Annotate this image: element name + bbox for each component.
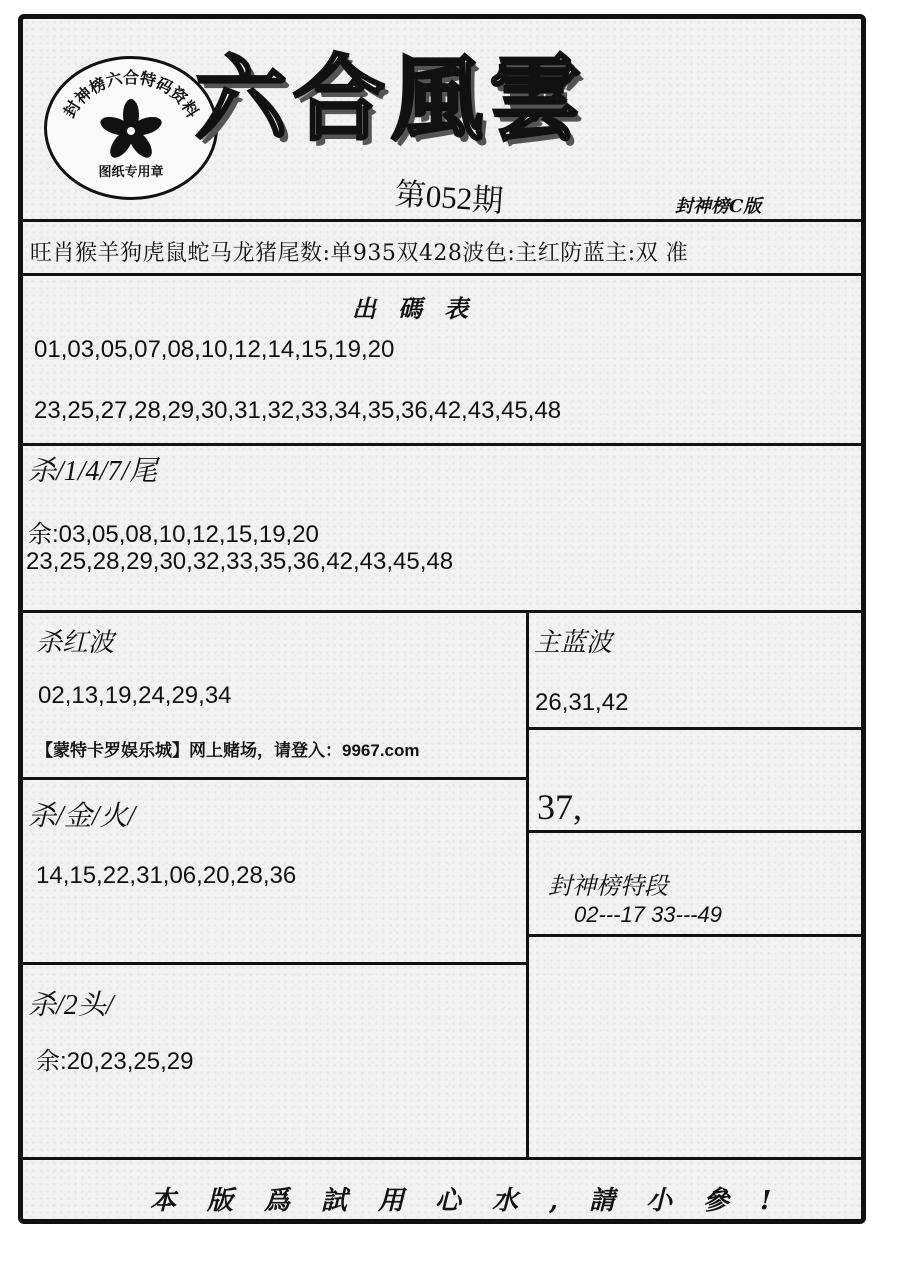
kill-head-label: 杀/2头/ bbox=[28, 990, 114, 1021]
divider-right-2 bbox=[528, 830, 864, 833]
kill-element-numbers: 14,15,22,31,06,20,28,36 bbox=[36, 862, 297, 889]
number-table-row-1: 01,03,05,07,08,10,12,14,15,19,20 bbox=[34, 336, 395, 363]
divider-vertical bbox=[526, 612, 529, 1158]
version-label: 封神榜C版 bbox=[675, 196, 762, 217]
divider-left-2 bbox=[22, 962, 528, 965]
kill-element-label: 杀/金/火/ bbox=[28, 801, 136, 832]
divider-left-1 bbox=[22, 777, 528, 780]
divider-info bbox=[22, 273, 864, 276]
footer-note: 本版爲試用心水,請小參! bbox=[150, 1186, 803, 1216]
divider-kill-tail bbox=[22, 610, 864, 613]
kill-head-rest: 余:20,23,25,29 bbox=[36, 1048, 194, 1075]
divider-right-1 bbox=[528, 727, 864, 730]
stamp-bottom-text: 图纸专用章 bbox=[98, 165, 164, 180]
number-table-row-2: 23,25,27,28,29,30,31,32,33,34,35,36,42,43,45,48 bbox=[34, 397, 562, 424]
kill-tail-label: 杀/1/4/7/尾 bbox=[28, 456, 158, 487]
page-title: 六合風雲 bbox=[195, 45, 588, 153]
seal-stamp bbox=[44, 56, 218, 200]
divider-header bbox=[22, 219, 864, 222]
kill-tail-rest-1: 余:03,05,08,10,12,15,19,20 bbox=[28, 521, 319, 548]
kill-red-numbers: 02,13,19,24,29,34 bbox=[38, 682, 232, 709]
divider-footer bbox=[22, 1157, 864, 1160]
main-blue-numbers: 26,31,42 bbox=[535, 689, 629, 716]
kill-red-label: 杀红波 bbox=[36, 628, 115, 657]
single-number: 37, bbox=[537, 787, 582, 827]
info-line: 旺肖猴羊狗虎鼠蛇马龙猪尾数:单935双428波色:主红防蓝主:双 准 bbox=[30, 241, 689, 266]
ad-text: 【蒙特卡罗娱乐城】网上赌场，请登入：9967.com bbox=[36, 741, 420, 760]
issue-number: 第052期 bbox=[393, 176, 505, 219]
special-segment-range: 02---17 33---49 bbox=[574, 902, 722, 927]
main-blue-label: 主蓝波 bbox=[534, 628, 613, 657]
divider-table bbox=[22, 443, 864, 446]
bauhinia-icon bbox=[98, 99, 164, 162]
number-table-title: 出碼表 bbox=[352, 294, 490, 323]
kill-tail-rest-2: 23,25,28,29,30,32,33,35,36,42,43,45,48 bbox=[26, 548, 454, 575]
special-segment-label: 封神榜特段 bbox=[548, 874, 668, 900]
divider-right-3 bbox=[528, 934, 864, 937]
stamp-top-text: 封神榜六合特码资料 bbox=[59, 68, 203, 121]
